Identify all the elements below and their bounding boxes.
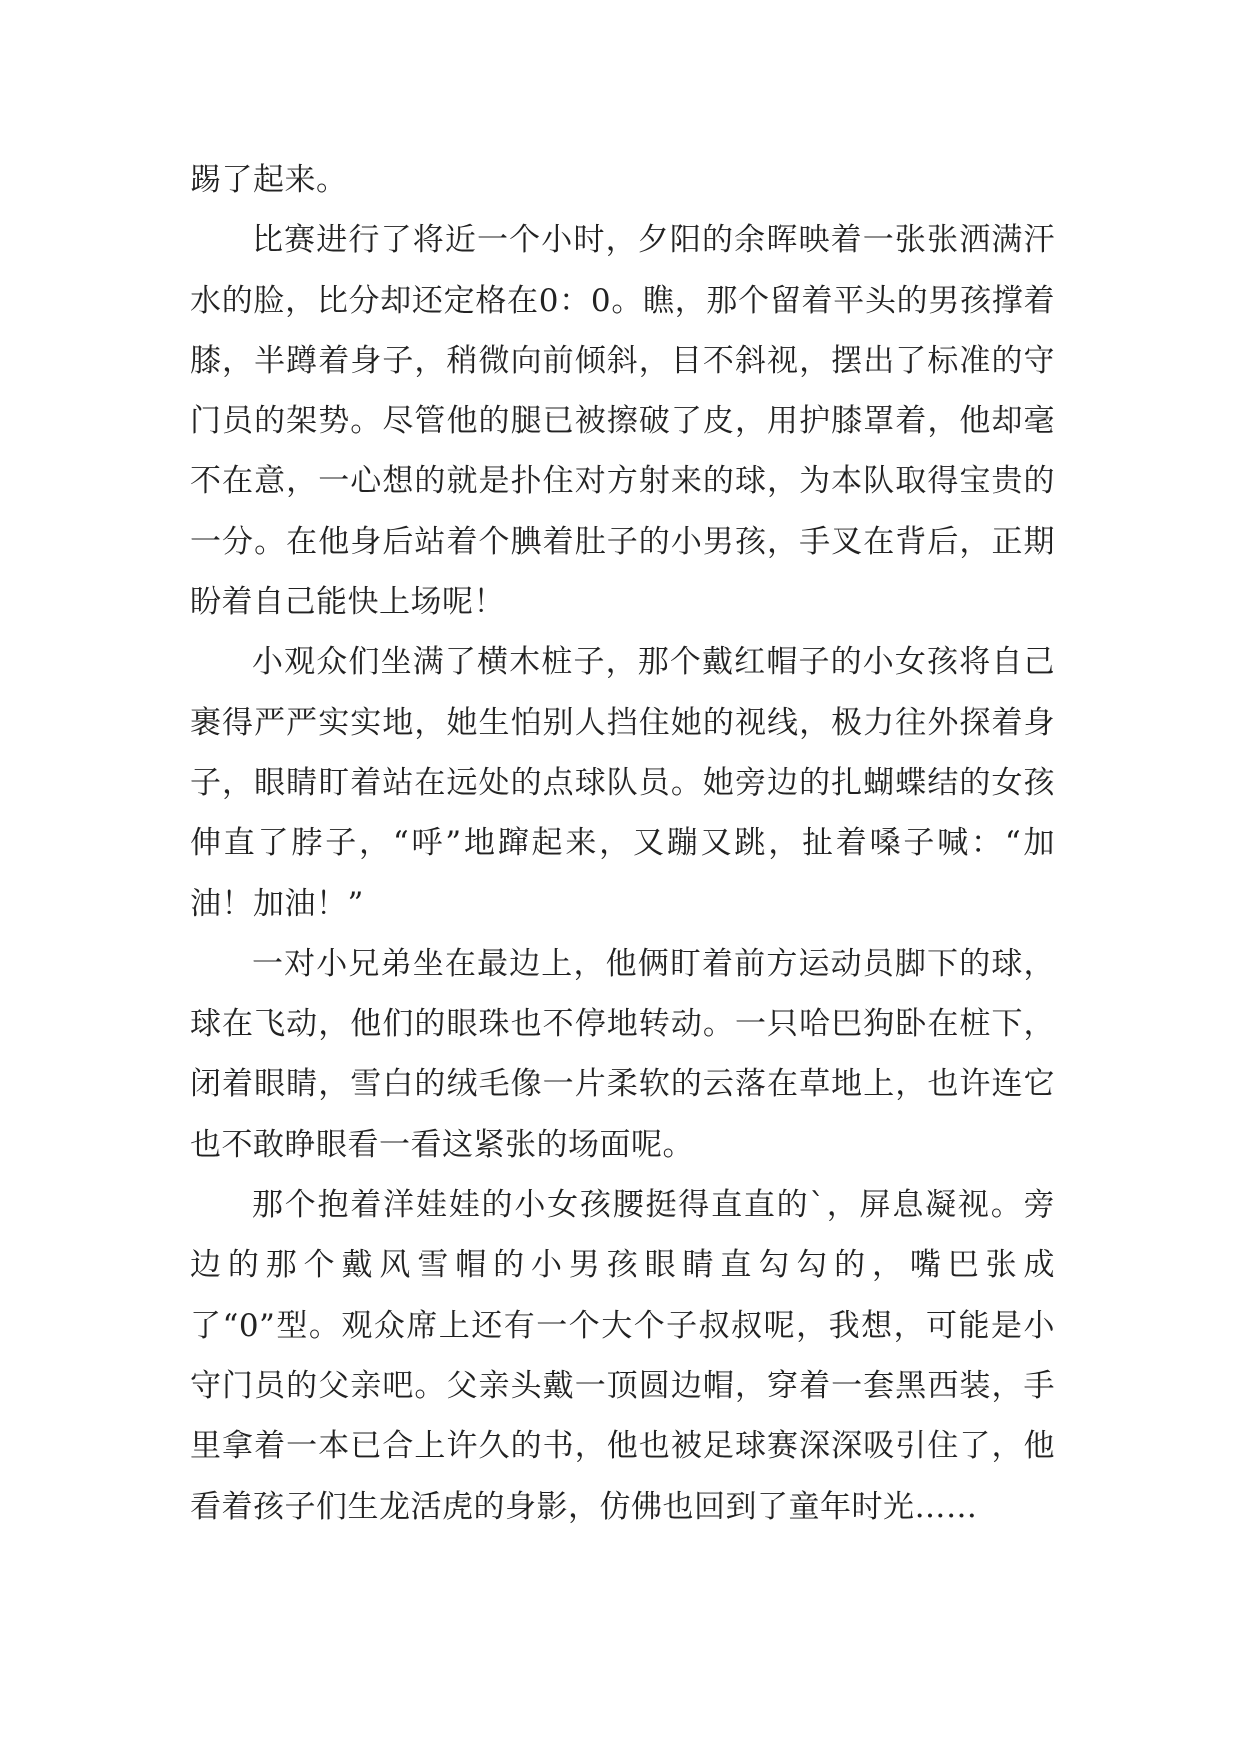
paragraph-5: 那个抱着洋娃娃的小女孩腰挺得直直的`，屏息凝视。旁边的那个戴风雪帽的小男孩眼睛直勾勾的，嘴巴张成了“0”型。观众席上还有一个大个子叔叔呢，我想，可能是小守门员的父亲吧。父亲头戴一顶圆边帽，穿着一套黑西装，手里拿着一本已合上许久的书，他也被足球赛深深吸引住了，他看着孩子们生龙活虎的身影，仿佛也回到了童年时光…… xyxy=(190,1187,1055,1525)
paragraph-3: 小观众们坐满了横木桩子，那个戴红帽子的小女孩将自己裹得严严实实地，她生怕别人挡住她的视线，极力往外探着身子，眼睛盯着站在远处的点球队员。她旁边的扎蝴蝶结的女孩伸直了脖子，“呼”地蹿起来，又蹦又跳，扯着嗓子喊：“加油！加油！” xyxy=(190,644,1055,922)
paragraph-2: 比赛进行了将近一个小时，夕阳的余晖映着一张张洒满汗水的脸，比分却还定格在0：0。瞧，那个留着平头的男孩撑着膝，半蹲着身子，稍微向前倾斜，目不斜视，摆出了标准的守门员的架势。尽管他的腿已被擦破了皮，用护膝罩着，他却毫不在意，一心想的就是扑住对方射来的球，为本队取得宝贵的一分。在他身后站着个腆着肚子的小男孩，手叉在背后，正期盼着自己能快上场呢！ xyxy=(190,222,1055,621)
paragraph-4: 一对小兄弟坐在最边上，他俩盯着前方运动员脚下的球，球在飞动，他们的眼珠也不停地转动。一只哈巴狗卧在桩下，闭着眼睛，雪白的绒毛像一片柔软的云落在草地上，也许连它也不敢睁眼看一看这紧张的场面呢。 xyxy=(190,945,1055,1163)
document-page xyxy=(190,150,1055,1537)
paragraph-1: 踢了起来。 xyxy=(190,162,348,198)
